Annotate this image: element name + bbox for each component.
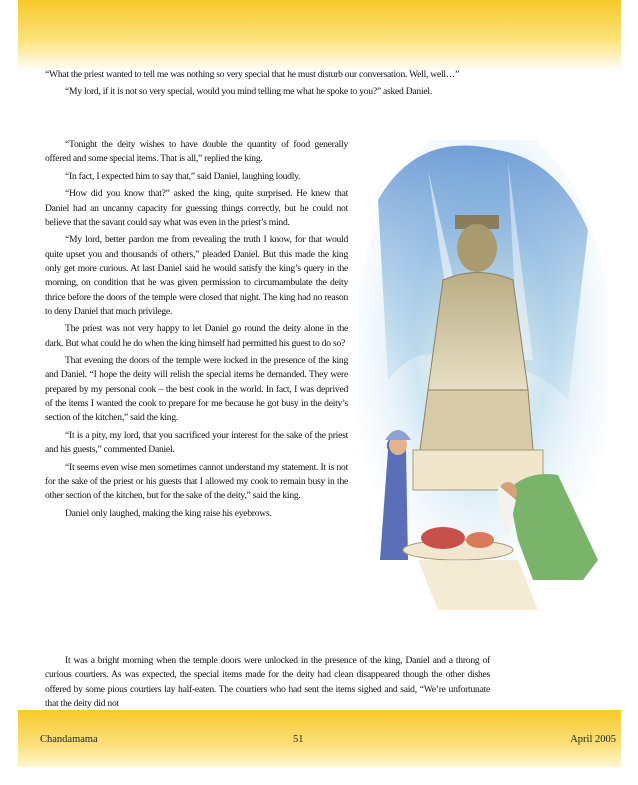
footer-layer xyxy=(18,0,621,767)
paragraph: “What the priest wanted to tell me was nothing so very special that he must disturb our conversation. Well, well…” xyxy=(45,69,460,80)
paragraph: “It seems even wise men sometimes cannot understand my statement. It is not for the sake of the priest or his guests that I allowed my cook to remain busy in the other section of the kitchen, but for the sake of the deity,” said the king. xyxy=(45,461,348,502)
footer-date: April 2005 xyxy=(570,734,616,745)
paragraph: The priest was not very happy to let Daniel go round the deity alone in the dark. But what could he do when the king himself had permitted his guest to do so? xyxy=(45,323,348,349)
paragraph: That evening the doors of the temple were locked in the presence of the king and Daniel. “I hope the deity will relish the special items he demanded. They were prepared by my personal cook – the best cook in the world. In fact, I was deprived of the items I wanted the cook to prepare for me because he got busy in the deity’s section of the kitchen,” said the king. xyxy=(45,355,348,424)
footer-band xyxy=(18,710,621,767)
paragraph: “In fact, I expected him to say that,” said Daniel, laughing loudly. xyxy=(65,170,301,182)
paragraph: It was a bright morning when the temple doors were unlocked in the presence of the king, Daniel and a throng of curious courtiers. As was expected, the special items made for the deity had clean disappeared though the other dishes offered by some pious courtiers lay half-eaten. The courtiers who had sent the items sighed and said, “We’re unfortunate that the deity did not xyxy=(45,655,490,709)
paragraph: “Tonight the deity wishes to have double the quantity of food generally offered and some special items. That is all,” replied the king. xyxy=(45,139,348,165)
paragraph: “How did you know that?” asked the king, quite surprised. He knew that Daniel had an uncanny capacity for guessing things correctly, but he could not believe that the savant could say what was even in the priest’s mind. xyxy=(45,188,348,228)
footer-page-number: 51 xyxy=(293,734,304,745)
paragraph: “My lord, better pardon me from revealing the truth I know, for that would quite upset you and thousands of others,” pleaded Daniel. But this made the king only get more curious. At last Daniel said he would satisfy the king’s query in the morning, on condition that he was given permission to circumambulate the deity thrice before the doors of the temple were closed that night. The king had no reason to deny Daniel that much privilege. xyxy=(45,234,348,317)
paragraph: Daniel only laughed, making the king raise his eyebrows. xyxy=(65,507,272,519)
paragraph: “My lord, if it is not so very special, would you mind telling me what he spoke to you?” asked Daniel. xyxy=(65,86,432,98)
footer-publication: Chandamama xyxy=(40,734,98,745)
paragraph: “It is a pity, my lord, that you sacrificed your interest for the sake of the priest and his guests,” commented Daniel. xyxy=(45,429,348,456)
